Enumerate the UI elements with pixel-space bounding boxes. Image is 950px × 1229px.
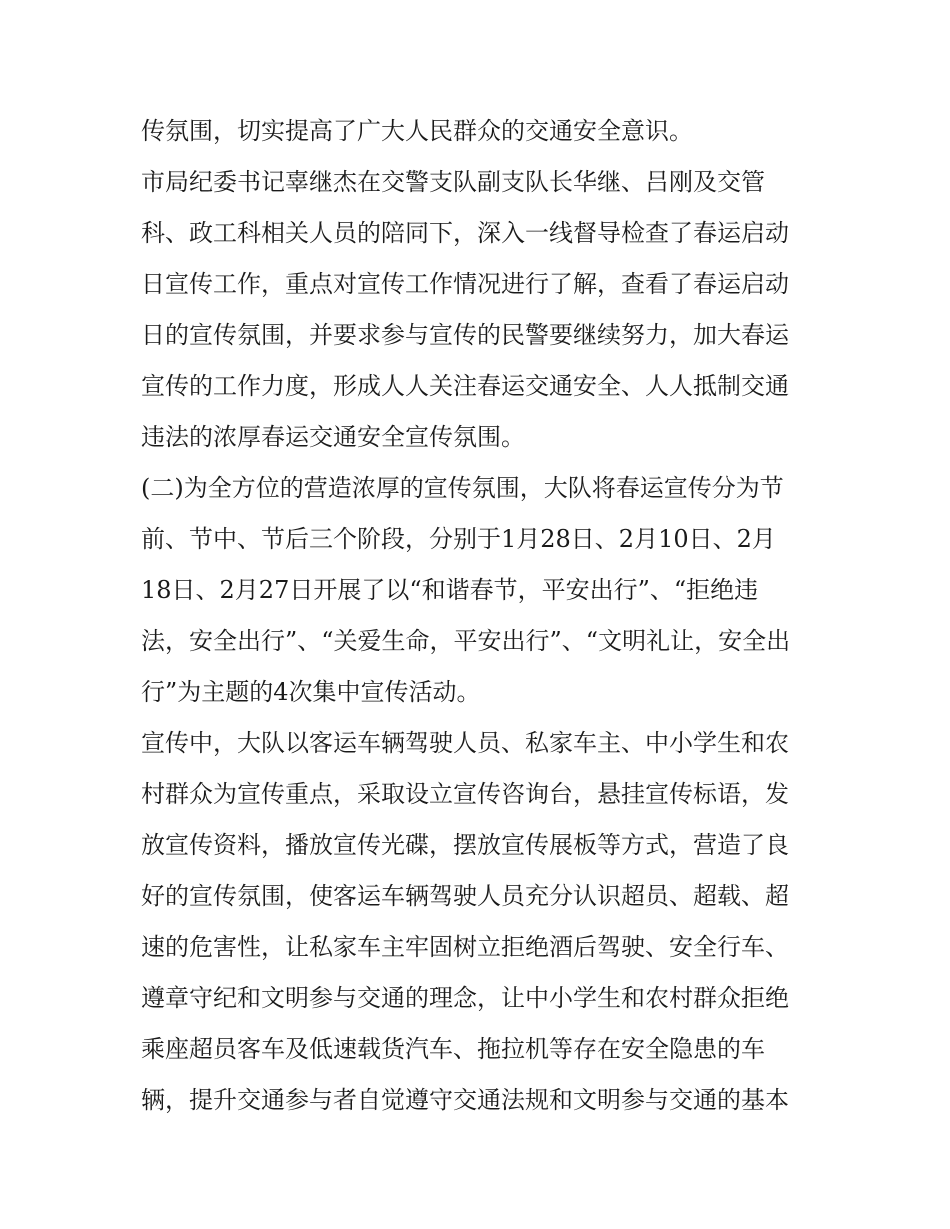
- text-line-12: 行”为主题的4次集中宣传活动。: [141, 678, 481, 706]
- text-line-6: 宣传的工作力度，形成人人关注春运交通安全、人人抵制交通: [141, 372, 789, 400]
- body-text: [141, 106, 821, 1126]
- text-line-18: 遵章守纪和文明参与交通的理念，让中小学生和农村群众拒绝: [141, 984, 789, 1012]
- text-line-7: 违法的浓厚春运交通安全宣传氛围。: [141, 423, 525, 451]
- text-line-8: (二)为全方位的营造浓厚的宣传氛围，大队将春运宣传分为节: [141, 474, 784, 502]
- text-line-17: 速的危害性，让私家车主牢固树立拒绝酒后驾驶、安全行车、: [141, 933, 789, 961]
- text-line-19: 乘座超员客车及低速载货汽车、拖拉机等存在安全隐患的车: [141, 1035, 765, 1063]
- text-line-5: 日的宣传氛围，并要求参与宣传的民警要继续努力，加大春运: [141, 321, 789, 349]
- text-line-15: 放宣传资料，播放宣传光碟，摆放宣传展板等方式，营造了良: [141, 831, 789, 859]
- text-line-1: 传氛围，切实提高了广大人民群众的交通安全意识。: [141, 117, 693, 145]
- text-line-14: 村群众为宣传重点，采取设立宣传咨询台，悬挂宣传标语，发: [141, 780, 789, 808]
- text-line-16: 好的宣传氛围，使客运车辆驾驶人员充分认识超员、超载、超: [141, 882, 789, 910]
- text-line-3: 科、政工科相关人员的陪同下，深入一线督导检查了春运启动: [141, 219, 789, 247]
- text-line-9: 前、节中、节后三个阶段，分别于1月28日、2月10日、2月: [141, 525, 776, 553]
- text-line-10: 18日、2月27日开展了以“和谐春节，平安出行”、“拒绝违: [141, 576, 759, 604]
- text-line-20: 辆，提升交通参与者自觉遵守交通法规和文明参与交通的基本: [141, 1086, 789, 1114]
- text-line-2: 市局纪委书记辜继杰在交警支队副支队长华继、吕刚及交管: [141, 168, 765, 196]
- text-line-4: 日宣传工作，重点对宣传工作情况进行了解，查看了春运启动: [141, 270, 789, 298]
- text-line-11: 法，安全出行”、“关爱生命，平安出行”、“文明礼让，安全出: [141, 627, 791, 655]
- text-line-13: 宣传中，大队以客运车辆驾驶人员、私家车主、中小学生和农: [141, 729, 789, 757]
